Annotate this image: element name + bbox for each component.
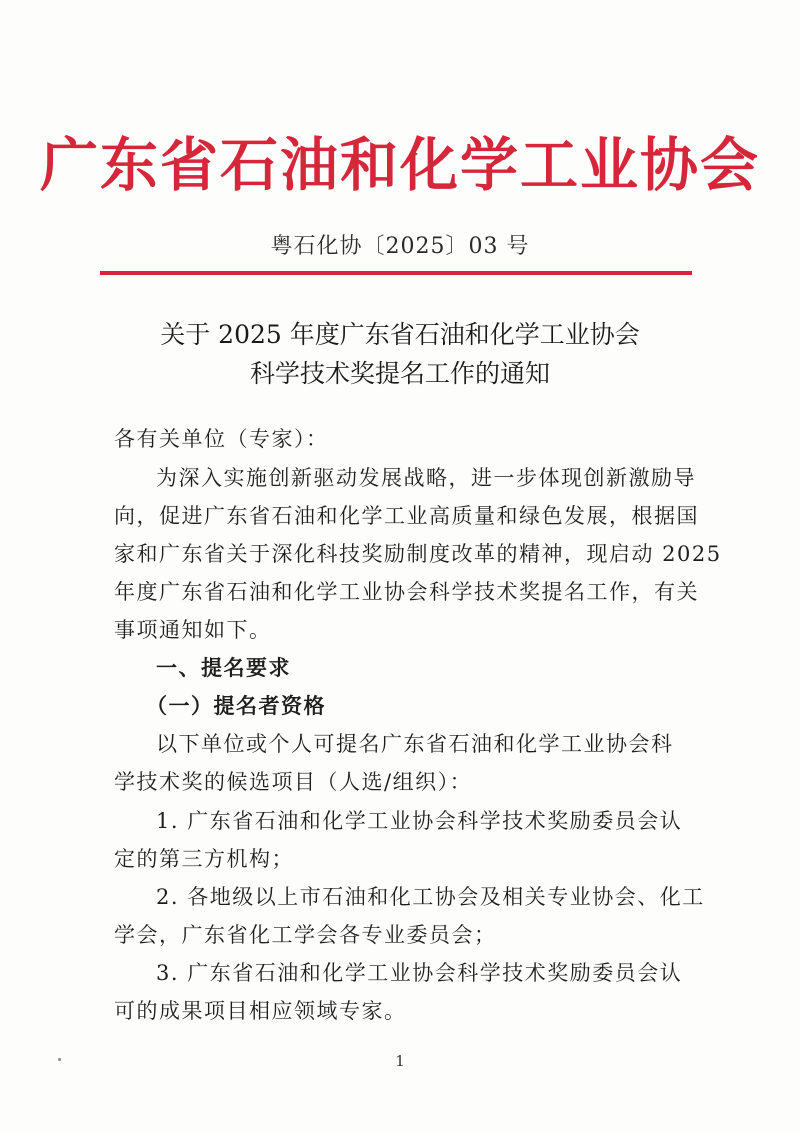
- red-divider-rule: [100, 271, 692, 275]
- list-item-2: 2. 各地级以上市石油和化工协会及相关专业协会、化工: [156, 885, 705, 909]
- intro-paragraph-line: 年度广东省石油和化学工业协会科学技术奖提名工作，有关: [114, 580, 699, 604]
- organization-title: 广东省石油和化学工业协会: [39, 131, 760, 199]
- notice-title-line-1: 关于 2025 年度广东省石油和化学工业协会: [160, 320, 640, 349]
- page-number: 1: [395, 1052, 405, 1070]
- intro-paragraph-line: 家和广东省关于深化科技奖励制度改革的精神，现启动 2025: [114, 542, 722, 566]
- list-item-2-continuation: 学会，广东省化工学会各专业委员会；: [114, 923, 497, 947]
- eligibility-intro-line: 学技术奖的候选项目（人选/组织）：: [114, 770, 473, 794]
- list-item-1: 1. 广东省石油和化学工业协会科学技术奖励委员会认: [156, 809, 683, 833]
- document-number: 粤石化协〔2025〕03 号: [270, 234, 530, 259]
- salutation: 各有关单位（专家）：: [114, 427, 329, 451]
- section-heading: 一、提名要求: [156, 655, 291, 680]
- list-item-1-continuation: 定的第三方机构；: [114, 847, 294, 871]
- intro-paragraph-line: 为深入实施创新驱动发展战略，进一步体现创新激励导: [156, 466, 696, 490]
- intro-paragraph-line: 事项通知如下。: [114, 618, 272, 642]
- eligibility-intro-line: 以下单位或个人可提名广东省石油和化学工业协会科: [156, 732, 674, 756]
- list-item-3: 3. 广东省石油和化学工业协会科学技术奖励委员会认: [156, 961, 683, 985]
- intro-paragraph-line: 向，促进广东省石油和化学工业高质量和绿色发展，根据国: [114, 504, 699, 528]
- scan-speck: [58, 1058, 61, 1061]
- notice-title-line-2: 科学技术奖提名工作的通知: [249, 359, 550, 388]
- list-item-3-continuation: 可的成果项目相应领域专家。: [114, 999, 407, 1023]
- subsection-heading: （一）提名者资格: [146, 693, 326, 718]
